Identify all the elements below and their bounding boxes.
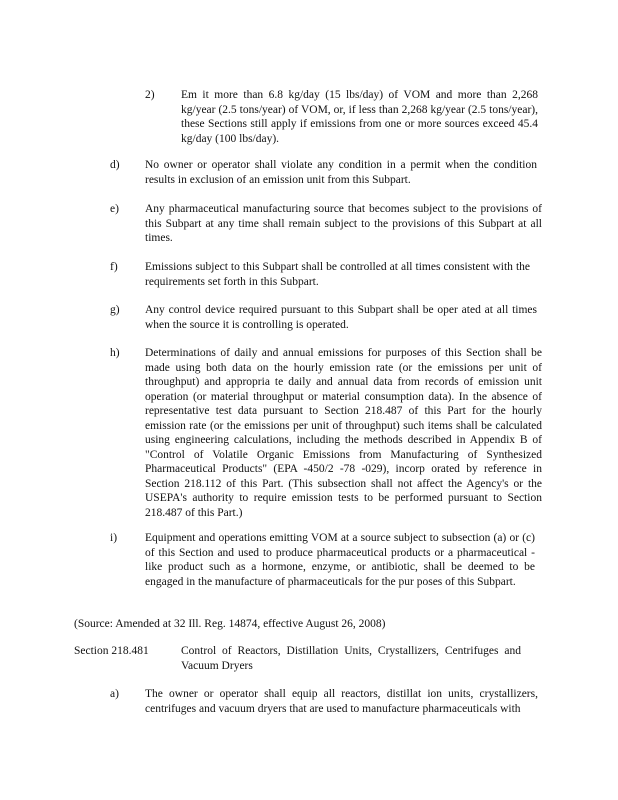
section-number: Section 218.481 [74,645,149,657]
item-label: d) [110,159,120,171]
item-label: f) [110,261,118,273]
item-label: e) [110,203,119,215]
item-label: a) [110,688,119,700]
section-title: Control of Reactors, Distillation Units, Crystallizers, Centrifuges and Vacuum Dryers [181,645,521,672]
item-text: No owner or operator shall violate any condition in a permit when the condition results in exclusion of an emission unit from this Subpart. [145,159,537,186]
item-text: Any control device required pursuant to this Subpart shall be oper ated at all times when the source it is controlling is operated. [145,304,537,331]
item-text: Emissions subject to this Subpart shall be controlled at all times consistent with the requirements set forth in this Subpart. [145,261,530,288]
item-label: i) [110,532,118,544]
item-text: Equipment and operations emitting VOM at a source subject to subsection (a) or (c) of this Section and used to produce pharmaceutical products or a pharmaceutical -like product such as a hormone, enzyme, or antibiotic, shall be deemed to be engaged in the manufacture of pharmaceuticals for the pur poses of this Subpart. [145,532,535,588]
item-label: g) [110,304,120,316]
item-label: 2) [145,89,155,101]
item-text: Determinations of daily and annual emissions for purposes of this Section shall be made using both data on the hourly emission rate (or the emissions per unit of throughput) and appropria te daily and annual data from records of emission unit operation (or material throughput or material consumption data). In the absence of representative test data pursuant to Section 218.487 of this Part for the hourly emission rate (or the emissions per unit of throughput) such items shall be calculated using engineering calculations, including the methods described in Appendix B of "Control of Volatile Organic Emissions from Manufacturing of Synthesized Pharmaceutical Products" (EPA -450/2 -78 -029), incorp orated by reference in Section 218.112 of this Part. (This subsection shall not affect the Agency's or the USEPA's authority to require emission tests to be performed pursuant to Section 218.487 of this Part.) [145,347,542,519]
item-text: Em it more than 6.8 kg/day (15 lbs/day) of VOM and more than 2,268 kg/year (2.5 tons/year) of VOM, or, if less than 2,268 kg/year (2.5 tons/year), these Sections still apply if emissions from one or more sources exceed 45.4 kg/day (100 lbs/day). [181,89,538,145]
source-note: (Source: Amended at 32 Ill. Reg. 14874, effective August 26, 2008) [74,618,386,630]
item-text: The owner or operator shall equip all reactors, distillat ion units, crystallizers, centrifuges and vacuum dryers that are used to manufacture pharmaceuticals with [145,688,538,715]
item-label: h) [110,347,120,359]
item-text: Any pharmaceutical manufacturing source that becomes subject to the provisions of this Subpart at any time shall remain subject to the provisions of this Subpart at all times. [145,203,542,244]
